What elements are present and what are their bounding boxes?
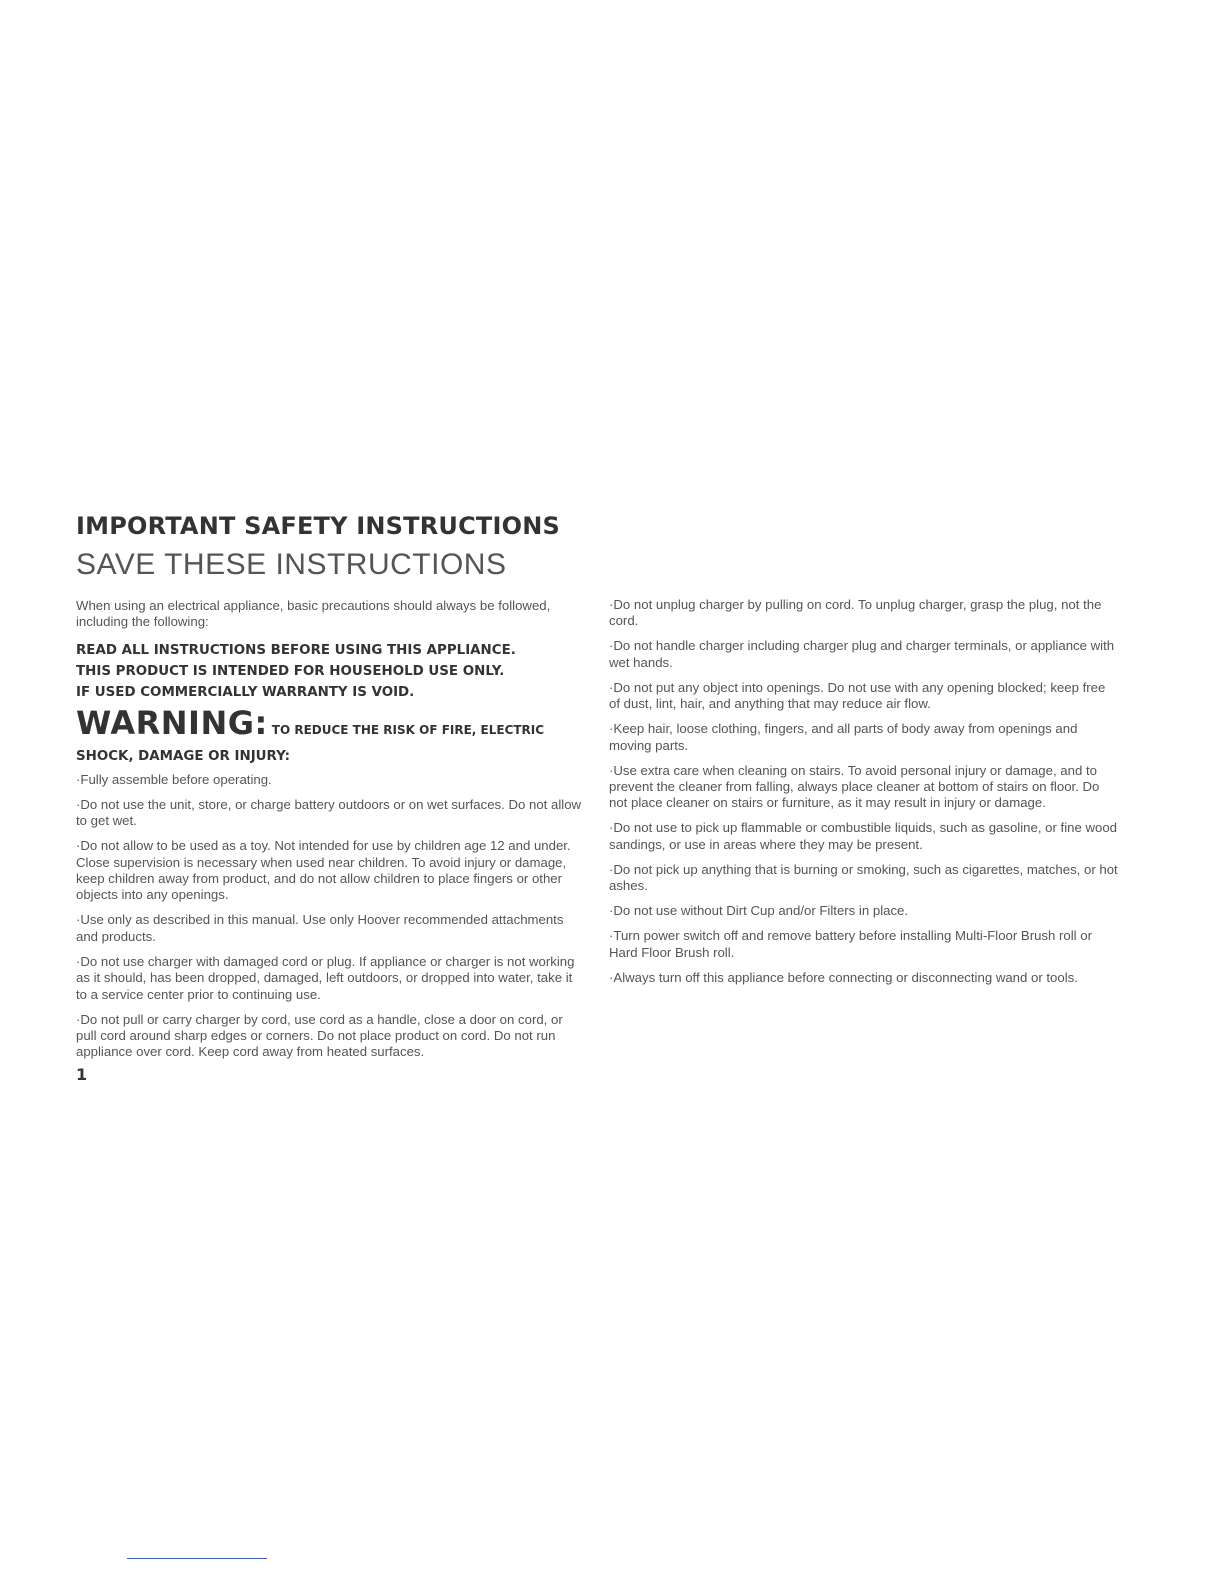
safety-item: ·Do not handle charger including charger plug and charger terminals, or appliance with wet hands. bbox=[609, 638, 1115, 670]
warning-block bbox=[76, 705, 586, 766]
read-instructions-notice: READ ALL INSTRUCTIONS BEFORE USING THIS APPLIANCE. bbox=[76, 642, 516, 658]
safety-item: ·Do not use charger with damaged cord or plug. If appliance or charger is not working as it should, has been dropped, damaged, left outdoors, or dropped into water, take it to a service center prior to continuing use. bbox=[76, 953, 575, 1002]
safety-item: ·Always turn off this appliance before connecting or disconnecting wand or tools. bbox=[609, 969, 1078, 985]
safety-item: ·Use extra care when cleaning on stairs. To avoid personal injury or damage, and to prevent the cleaner from falling, always place cleaner at bottom of stairs on floor. Do not place cleaner on stairs or furniture, as it may result in injury or damage. bbox=[609, 762, 1100, 811]
safety-item: ·Do not pull or carry charger by cord, use cord as a handle, close a door on cord, or pull cord around sharp edges or corners. Do not place product on cord. Do not run appliance over cord. Keep cord away from heated surfaces. bbox=[76, 1011, 563, 1060]
safety-item: ·Do not unplug charger by pulling on cord. To unplug charger, grasp the plug, not the cord. bbox=[609, 597, 1102, 629]
safety-item: ·Keep hair, loose clothing, fingers, and all parts of body away from openings and moving parts. bbox=[609, 721, 1078, 753]
safety-item: ·Use only as described in this manual. Use only Hoover recommended attachments and products. bbox=[76, 912, 564, 944]
warranty-void-notice: IF USED COMMERCIALLY WARRANTY IS VOID. bbox=[76, 684, 415, 700]
safety-item: ·Do not allow to be used as a toy. Not intended for use by children age 12 and under. Close supervision is necessary when used near children. To avoid injury or damage, keep children away from product, and do not allow children to place fingers or other objects into any openings. bbox=[76, 838, 571, 903]
warning-risk-text: TO REDUCE THE RISK OF FIRE, ELECTRIC bbox=[271, 722, 545, 737]
safety-item: ·Turn power switch off and remove battery before installing Multi-Floor Brush roll or Hard Floor Brush roll. bbox=[609, 928, 1093, 960]
page-number: 1 bbox=[76, 1065, 88, 1084]
left-column bbox=[76, 598, 586, 1069]
warning-risk-text-continued: SHOCK, DAMAGE OR INJURY: bbox=[76, 748, 291, 764]
safety-item: ·Do not use to pick up flammable or combustible liquids, such as gasoline, or fine wood sandings, or use in areas where they may be present. bbox=[609, 820, 1117, 852]
page-subtitle: SAVE THESE INSTRUCTIONS bbox=[76, 548, 507, 581]
footer-divider bbox=[127, 1558, 267, 1559]
safety-item: ·Do not put any object into openings. Do not use with any opening blocked; keep free of dust, lint, hair, and anything that may reduce air flow. bbox=[609, 679, 1106, 712]
safety-item: ·Fully assemble before operating. bbox=[76, 771, 272, 787]
safety-item: ·Do not use without Dirt Cup and/or Filters in place. bbox=[609, 903, 909, 919]
warning-heading bbox=[76, 705, 586, 748]
safety-item: ·Do not use the unit, store, or charge battery outdoors or on wet surfaces. Do not allow to get wet. bbox=[76, 796, 582, 829]
household-use-notice: THIS PRODUCT IS INTENDED FOR HOUSEHOLD USE ONLY. bbox=[76, 663, 505, 679]
intro-text: When using an electrical appliance, basic precautions should always be followed, including the following: bbox=[76, 598, 551, 630]
safety-item: ·Do not pick up anything that is burning or smoking, such as cigarettes, matches, or hot ashes. bbox=[609, 861, 1118, 894]
warning-word: WARNING: bbox=[76, 703, 268, 742]
page-title: IMPORTANT SAFETY INSTRUCTIONS bbox=[76, 512, 560, 540]
right-column bbox=[609, 597, 1119, 995]
